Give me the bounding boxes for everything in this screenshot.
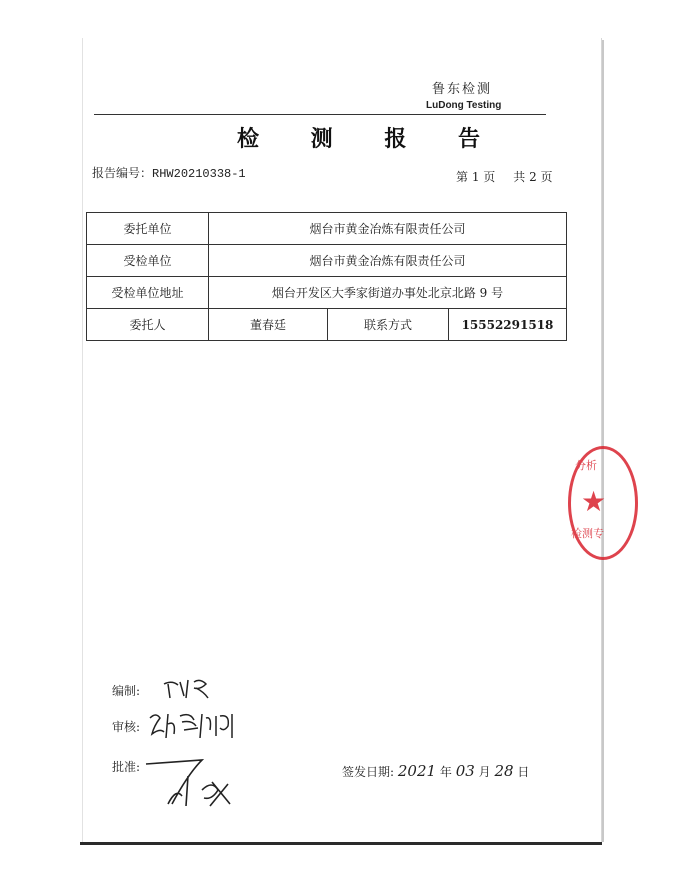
row-value: 烟台开发区大季家街道办事处北京北路 9 号 (209, 277, 567, 309)
compiled-signature (160, 676, 220, 702)
table-row (87, 213, 567, 245)
page-total: 共 2 页 (513, 170, 553, 184)
row-label: 受检单位 (87, 245, 209, 277)
page-bottom-edge (80, 842, 602, 845)
client-value: 董春廷 (209, 309, 328, 341)
report-number (92, 164, 246, 181)
official-seal (568, 446, 638, 560)
contact-label: 联系方式 (328, 309, 449, 341)
star-icon: ★ (581, 485, 607, 518)
brand-name-en: LuDong Testing (426, 100, 502, 111)
approved-label: 批准: (112, 760, 141, 774)
compiled-row (112, 680, 140, 699)
approved-row (112, 756, 140, 775)
header-divider (94, 114, 546, 115)
brand-name-cn: 鲁东检测 (432, 82, 493, 97)
reviewed-label: 审核: (112, 720, 141, 734)
issue-date-label: 签发日期: (342, 765, 395, 779)
reviewed-signature (146, 708, 246, 742)
row-value: 烟台市黄金冶炼有限责任公司 (209, 245, 567, 277)
issue-year-unit: 年 (439, 765, 452, 779)
issue-day-unit: 日 (517, 765, 530, 779)
report-title: 检 测 报 告 (237, 127, 502, 152)
approved-signature (142, 740, 242, 810)
reviewed-row (112, 716, 140, 735)
compiled-label: 编制: (112, 684, 141, 698)
seal-text-bottom: 检测专 (571, 527, 604, 540)
report-number-label: 报告编号： (92, 166, 153, 180)
issue-month: 03 (455, 762, 475, 780)
row-value: 烟台市黄金冶炼有限责任公司 (209, 213, 567, 245)
issue-day: 28 (494, 762, 514, 780)
page-edge (602, 40, 604, 842)
report-number-value: RHW20210338-1 (152, 167, 246, 181)
client-label: 委托人 (87, 309, 209, 341)
page-indicator (456, 168, 571, 185)
row-label: 受检单位地址 (87, 277, 209, 309)
info-table (86, 212, 567, 341)
table-row (87, 277, 567, 309)
row-label: 委托单位 (87, 213, 209, 245)
table-row (87, 245, 567, 277)
table-row (87, 309, 567, 341)
issue-date (342, 762, 529, 780)
issue-month-unit: 月 (478, 765, 491, 779)
page-current: 第 1 页 (456, 170, 496, 184)
issue-year: 2021 (397, 762, 437, 780)
seal-text-top: 分析 (575, 459, 597, 472)
contact-value: 15552291518 (449, 309, 567, 341)
